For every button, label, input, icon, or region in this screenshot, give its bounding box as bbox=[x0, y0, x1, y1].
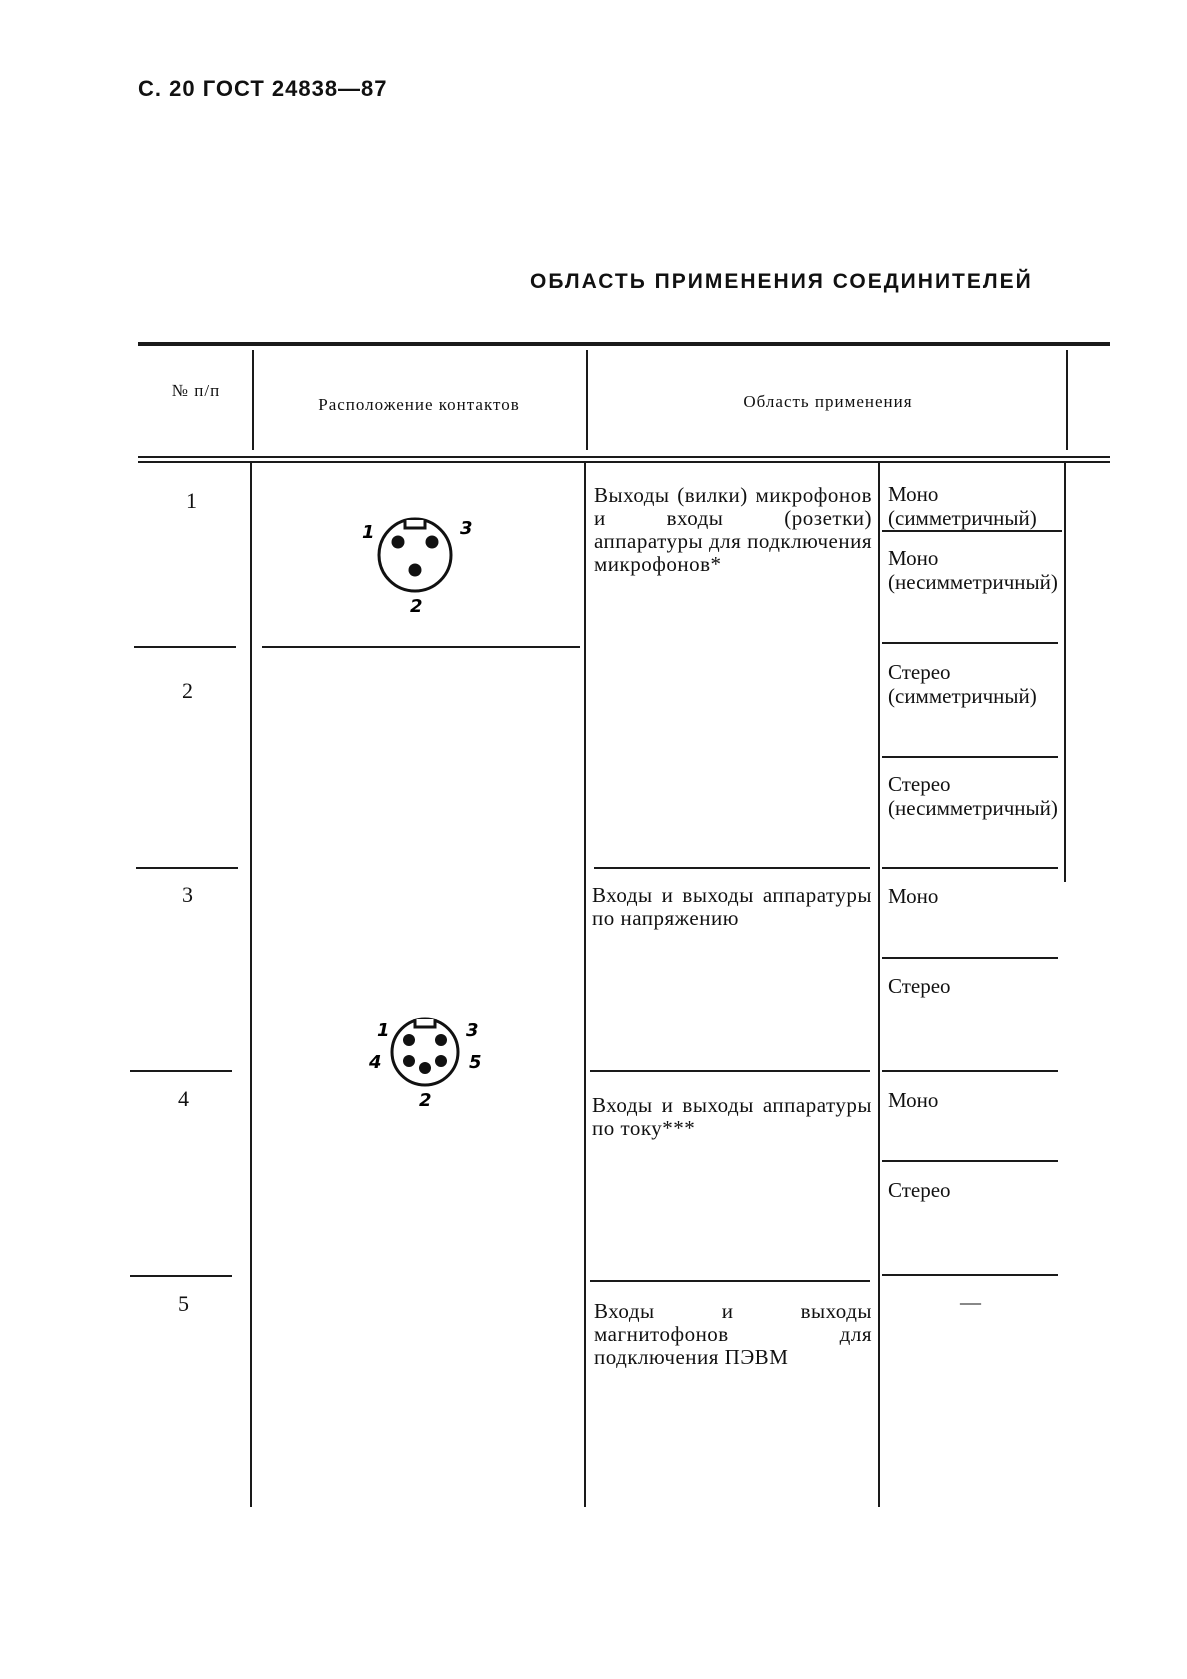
header-layout: Расположение контактов bbox=[318, 395, 520, 414]
row-sep-num-4 bbox=[130, 1275, 232, 1277]
pin-3-contact bbox=[435, 1034, 447, 1046]
mode-text: Моно (симметричный) bbox=[888, 482, 1037, 530]
header-bottom-rule-2 bbox=[138, 461, 1110, 463]
pin-2-contact bbox=[409, 564, 422, 577]
row-sep-num-1 bbox=[134, 646, 236, 648]
row-sep-mode-1 bbox=[882, 530, 1062, 532]
mode-text: Моно bbox=[888, 1088, 939, 1112]
col-divider-2 bbox=[586, 350, 588, 450]
mode-text: Моно bbox=[888, 884, 939, 908]
header-num bbox=[170, 382, 222, 400]
row-sep-mode-4 bbox=[882, 867, 1058, 869]
mode-text: Стерео bbox=[888, 974, 951, 998]
row-sep-num-2 bbox=[136, 867, 238, 869]
row-sep-mode-5 bbox=[882, 957, 1058, 959]
row-number: 1 bbox=[186, 488, 197, 513]
pin-label-4: 4 bbox=[369, 1052, 382, 1073]
connector-key-notch bbox=[405, 520, 425, 528]
row-sep-mode-2 bbox=[882, 642, 1058, 644]
application-text: Выходы (вилки) микрофонов и входы (розетки) аппаратуры для подключения микрофонов* bbox=[594, 483, 872, 576]
mode-text: Стерео bbox=[888, 1178, 951, 1202]
header-num-label: № п/п bbox=[171, 381, 221, 400]
row-sep-app-3 bbox=[590, 1280, 870, 1282]
pin-label-3: 3 bbox=[460, 518, 473, 539]
pin-5-contact bbox=[435, 1055, 447, 1067]
table-top-rule bbox=[138, 342, 1110, 346]
mode-text: Моно (несимметричный) bbox=[888, 546, 1058, 594]
pin-1-contact bbox=[392, 536, 405, 549]
pin-label-2: 2 bbox=[410, 596, 423, 617]
three-pin-connector-diagram bbox=[350, 500, 480, 620]
mode-text: Стерео (симметричный) bbox=[888, 660, 1037, 708]
row-number: 2 bbox=[182, 678, 193, 703]
pin-2-contact bbox=[419, 1062, 431, 1074]
col-divider-3-body bbox=[878, 462, 880, 1507]
connector-outline bbox=[392, 1019, 458, 1085]
row-number: 5 bbox=[178, 1291, 189, 1316]
pin-4-contact bbox=[403, 1055, 415, 1067]
connector-key-notch bbox=[415, 1019, 435, 1027]
row-sep-mode-3 bbox=[882, 756, 1058, 758]
row-number: 4 bbox=[178, 1086, 189, 1111]
connector-outline bbox=[379, 519, 451, 591]
row-number: 3 bbox=[182, 882, 193, 907]
pin-label-3: 3 bbox=[466, 1020, 479, 1041]
pin-label-1: 1 bbox=[362, 522, 375, 543]
col-divider-2-body bbox=[584, 462, 586, 1507]
header-bottom-rule bbox=[138, 456, 1110, 458]
application-text: Входы и выходы магнитофонов для подключения ПЭВМ bbox=[594, 1299, 872, 1369]
col-divider-1-body bbox=[250, 462, 252, 1507]
row-sep-mode-6 bbox=[882, 1070, 1058, 1072]
page-title: ОБЛАСТЬ ПРИМЕНЕНИЯ СОЕДИНИТЕЛЕЙ bbox=[530, 270, 1033, 293]
pin-label-5: 5 bbox=[469, 1052, 482, 1073]
row-sep-layout-1 bbox=[262, 646, 580, 648]
mode-text: Стерео (несимметричный) bbox=[888, 772, 1058, 820]
col-divider-4 bbox=[1066, 350, 1068, 450]
pin-label-2: 2 bbox=[419, 1090, 432, 1111]
application-text: Входы и выходы аппаратуры по напряжению bbox=[592, 883, 872, 930]
pin-3-contact bbox=[426, 536, 439, 549]
col-divider-1 bbox=[252, 350, 254, 450]
application-text: Входы и выходы аппаратуры по току*** bbox=[592, 1093, 872, 1140]
pin-label-1: 1 bbox=[377, 1020, 390, 1041]
row-sep-mode-8 bbox=[882, 1274, 1058, 1276]
col-divider-4-body bbox=[1064, 462, 1066, 882]
page-header: С. 20 ГОСТ 24838—87 bbox=[138, 76, 388, 101]
pin-1-contact bbox=[403, 1034, 415, 1046]
row-sep-num-3 bbox=[130, 1070, 232, 1072]
mode-text: — bbox=[960, 1290, 981, 1314]
row-sep-app-2 bbox=[590, 1070, 870, 1072]
five-pin-connector-diagram bbox=[355, 1000, 495, 1120]
row-sep-app-1 bbox=[594, 867, 870, 869]
header-application: Область применения bbox=[743, 392, 913, 411]
row-sep-mode-7 bbox=[882, 1160, 1058, 1162]
